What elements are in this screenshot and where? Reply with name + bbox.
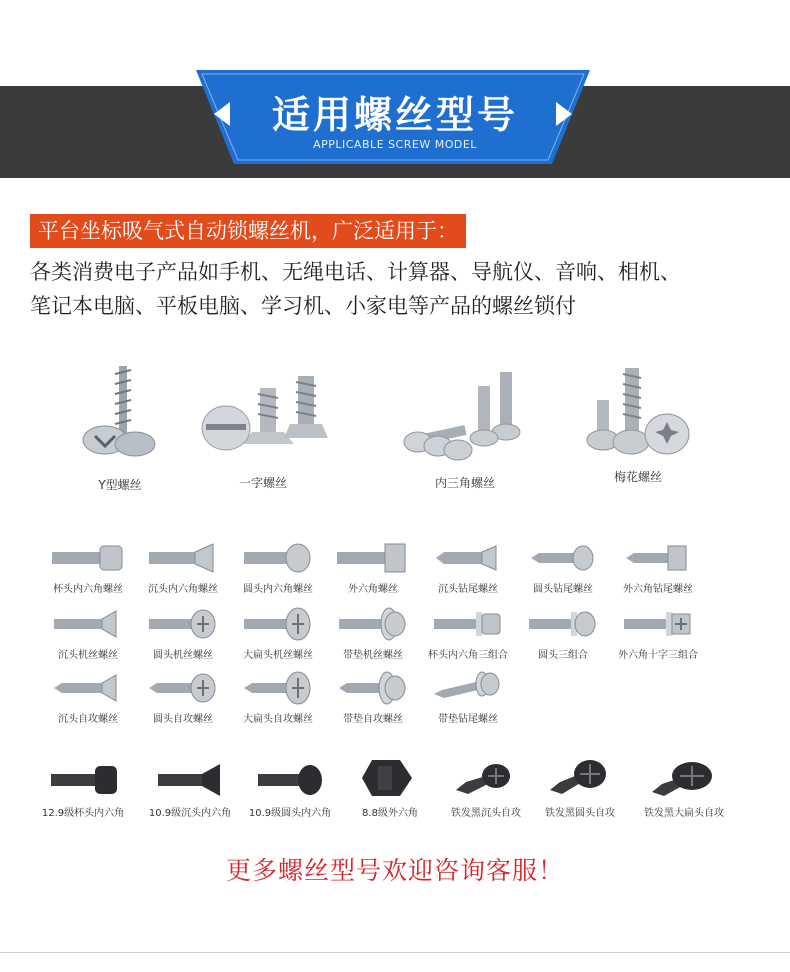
socket-cap-screw-icon <box>48 540 128 576</box>
screw-cell: 带垫钻尾螺丝 <box>418 670 518 725</box>
black-pan-head-tapping-screw-icon <box>540 756 620 800</box>
washer-head-machine-screw-icon <box>333 606 413 642</box>
flat-head-tapping-screw-icon <box>48 670 128 706</box>
black-truss-head-tapping-screw-icon <box>644 756 724 800</box>
black-flat-head-tapping-screw-icon <box>446 760 526 800</box>
torx-screw-icon <box>583 362 693 462</box>
washer-head-drilling-screw-icon <box>428 670 508 706</box>
page-subtitle: APPLICABLE SCREW MODEL <box>313 138 477 151</box>
intro-line-1: 各类消费电子产品如手机、无绳电话、计算器、导航仪、音响、相机、 <box>30 260 681 284</box>
featured-screw-y-type <box>60 360 180 493</box>
intro-line-2: 笔记本电脑、平板电脑、学习机、小家电等产品的螺丝锁付 <box>30 294 576 318</box>
screw-cell: 铁发黑沉头自攻 <box>436 760 536 819</box>
screw-cell: 沉头自攻螺丝 <box>38 670 138 725</box>
screw-cell: 10.9级圆头内六角 <box>240 760 340 819</box>
divider <box>0 952 790 953</box>
featured-screw-tri-wing <box>400 368 530 491</box>
screw-cell: 外六角螺丝 <box>323 540 423 595</box>
screw-cell: 沉头内六角螺丝 <box>133 540 233 595</box>
washer-head-tapping-screw-icon <box>333 670 413 706</box>
truss-head-tapping-screw-icon <box>238 670 318 706</box>
tri-wing-screw-icon <box>400 368 530 468</box>
flat-head-socket-screw-icon <box>143 540 223 576</box>
featured-screw-torx <box>578 362 698 485</box>
screw-cell: 铁发黑大扁头自攻 <box>634 756 734 819</box>
screw-cell: 圆头自攻螺丝 <box>133 670 233 725</box>
screw-cell: 圆头机丝螺丝 <box>133 606 233 661</box>
black-socket-cap-screw-icon <box>43 760 123 800</box>
black-hex-bolt-icon <box>350 756 430 800</box>
screw-cell: 10.9级沉头内六角 <box>140 760 240 819</box>
pan-head-machine-screw-icon <box>143 606 223 642</box>
screw-cell: 带垫机丝螺丝 <box>323 606 423 661</box>
contact-more-text: 更多螺丝型号欢迎咨询客服！ <box>225 856 564 885</box>
screw-cell: 大扁头机丝螺丝 <box>228 606 328 661</box>
pan-head-drilling-screw-icon <box>523 540 603 576</box>
socket-cap-sems-screw-icon <box>428 606 508 642</box>
featured-label: Y型螺丝 <box>98 478 142 492</box>
screw-cell: 杯头内六角三组合 <box>418 606 518 661</box>
featured-screw-slotted <box>198 368 328 491</box>
y-type-screw-icon <box>65 360 175 470</box>
screw-cell: 圆头三组合 <box>513 606 613 661</box>
screw-cell: 圆头钻尾螺丝 <box>513 540 613 595</box>
screw-cell: 8.8级外六角 <box>340 756 440 819</box>
featured-label: 一字螺丝 <box>238 476 287 490</box>
hex-head-drilling-screw-icon <box>618 540 698 576</box>
screw-cell: 圆头内六角螺丝 <box>228 540 328 595</box>
intro-highlight: 平台坐标吸气式自动锁螺丝机，广泛适用于： <box>30 214 466 248</box>
page-title: 适用螺丝型号 <box>271 93 518 137</box>
slotted-screw-icon <box>198 368 328 468</box>
screw-cell: 外六角钻尾螺丝 <box>608 540 708 595</box>
flat-head-drilling-screw-icon <box>428 540 508 576</box>
button-head-socket-screw-icon <box>238 540 318 576</box>
screw-cell: 大扁头自攻螺丝 <box>228 670 328 725</box>
featured-label: 内三角螺丝 <box>434 476 495 490</box>
screw-cell: 杯头内六角螺丝 <box>38 540 138 595</box>
hex-bolt-icon <box>333 540 413 576</box>
black-flat-head-socket-screw-icon <box>150 760 230 800</box>
screw-cell: 带垫自攻螺丝 <box>323 670 423 725</box>
pan-head-sems-screw-icon <box>523 606 603 642</box>
screw-cell: 沉头钻尾螺丝 <box>418 540 518 595</box>
screw-cell: 沉头机丝螺丝 <box>38 606 138 661</box>
black-button-head-socket-screw-icon <box>250 760 330 800</box>
truss-head-machine-screw-icon <box>238 606 318 642</box>
pan-head-tapping-screw-icon <box>143 670 223 706</box>
screw-cell: 12.9级杯头内六角 <box>33 760 133 819</box>
screw-cell: 铁发黑圆头自攻 <box>530 756 630 819</box>
screw-cell: 外六角十字三组合 <box>608 606 708 661</box>
hex-phillips-sems-screw-icon <box>618 606 698 642</box>
flat-head-machine-screw-icon <box>48 606 128 642</box>
featured-label: 梅花螺丝 <box>613 470 662 484</box>
